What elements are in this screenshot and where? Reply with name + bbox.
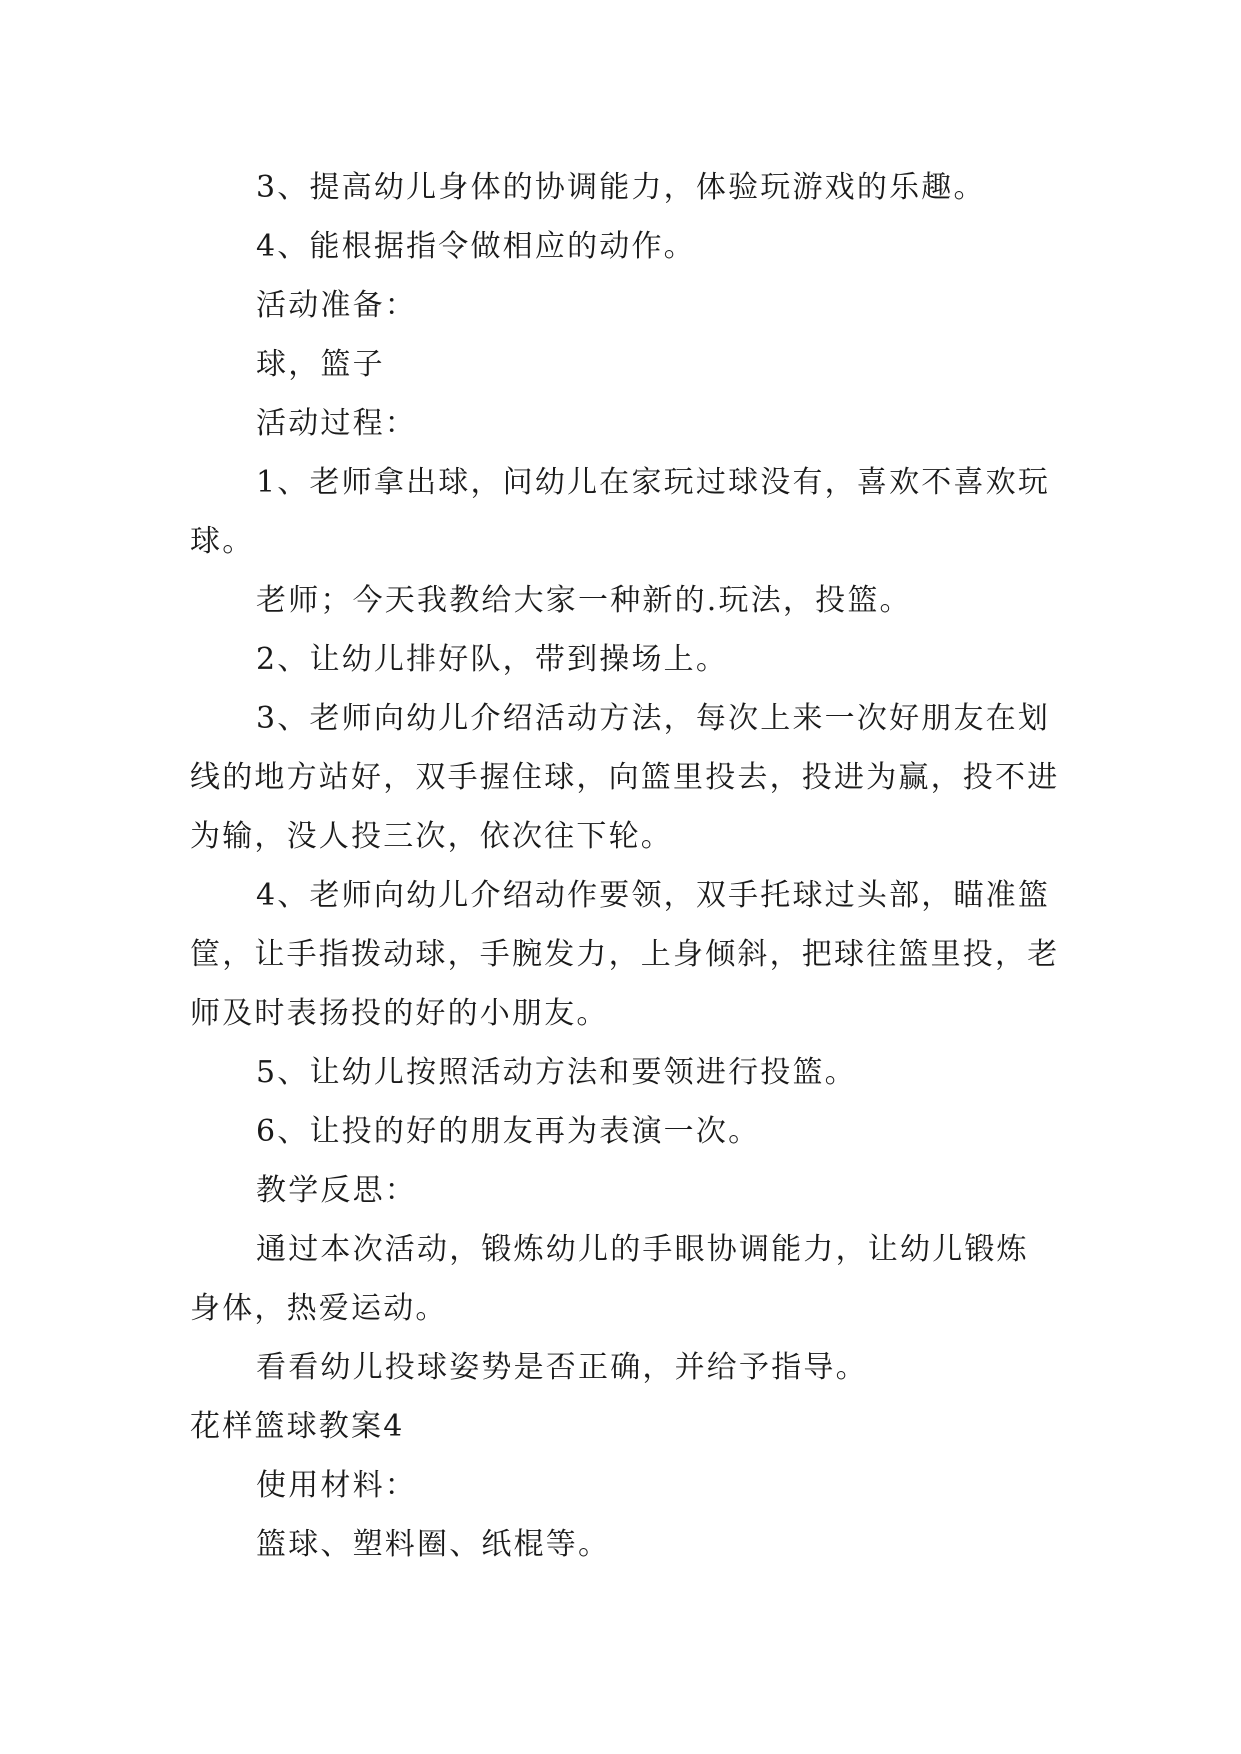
paragraph: 老师；今天我教给大家一种新的.玩法，投篮。 xyxy=(256,583,912,618)
document-page xyxy=(190,158,1060,1574)
paragraph: 篮球、塑料圈、纸棍等。 xyxy=(256,1527,611,1562)
paragraph: 4、老师向幼儿介绍动作要领，双手托球过头部，瞄准篮筐，让手指拨动球，手腕发力，上身倾斜，把球往篮里投，老师及时表扬投的好的小朋友。 xyxy=(190,878,1060,1031)
paragraph: 球，篮子 xyxy=(256,347,385,382)
paragraph: 2、让幼儿排好队，带到操场上。 xyxy=(256,642,729,677)
paragraph: 3、老师向幼儿介绍活动方法，每次上来一次好朋友在划线的地方站好，双手握住球，向篮里投去，投进为赢，投不进为输，没人投三次，依次往下轮。 xyxy=(190,701,1060,854)
paragraph: 5、让幼儿按照活动方法和要领进行投篮。 xyxy=(256,1055,857,1090)
paragraph: 1、老师拿出球，问幼儿在家玩过球没有，喜欢不喜欢玩球。 xyxy=(190,465,1051,559)
section-label: 教学反思： xyxy=(256,1173,417,1208)
paragraph: 6、让投的好的朋友再为表演一次。 xyxy=(256,1114,761,1149)
paragraph: 4、能根据指令做相应的动作。 xyxy=(256,229,696,264)
section-label: 活动准备： xyxy=(256,288,417,323)
section-label: 活动过程： xyxy=(256,406,417,441)
paragraph: 通过本次活动，锻炼幼儿的手眼协调能力，让幼儿锻炼身体，热爱运动。 xyxy=(190,1232,1029,1326)
section-heading: 花样篮球教案4 xyxy=(190,1409,405,1444)
paragraph: 看看幼儿投球姿势是否正确，并给予指导。 xyxy=(256,1350,868,1385)
section-label: 使用材料： xyxy=(256,1468,417,1503)
paragraph: 3、提高幼儿身体的协调能力，体验玩游戏的乐趣。 xyxy=(256,170,986,205)
